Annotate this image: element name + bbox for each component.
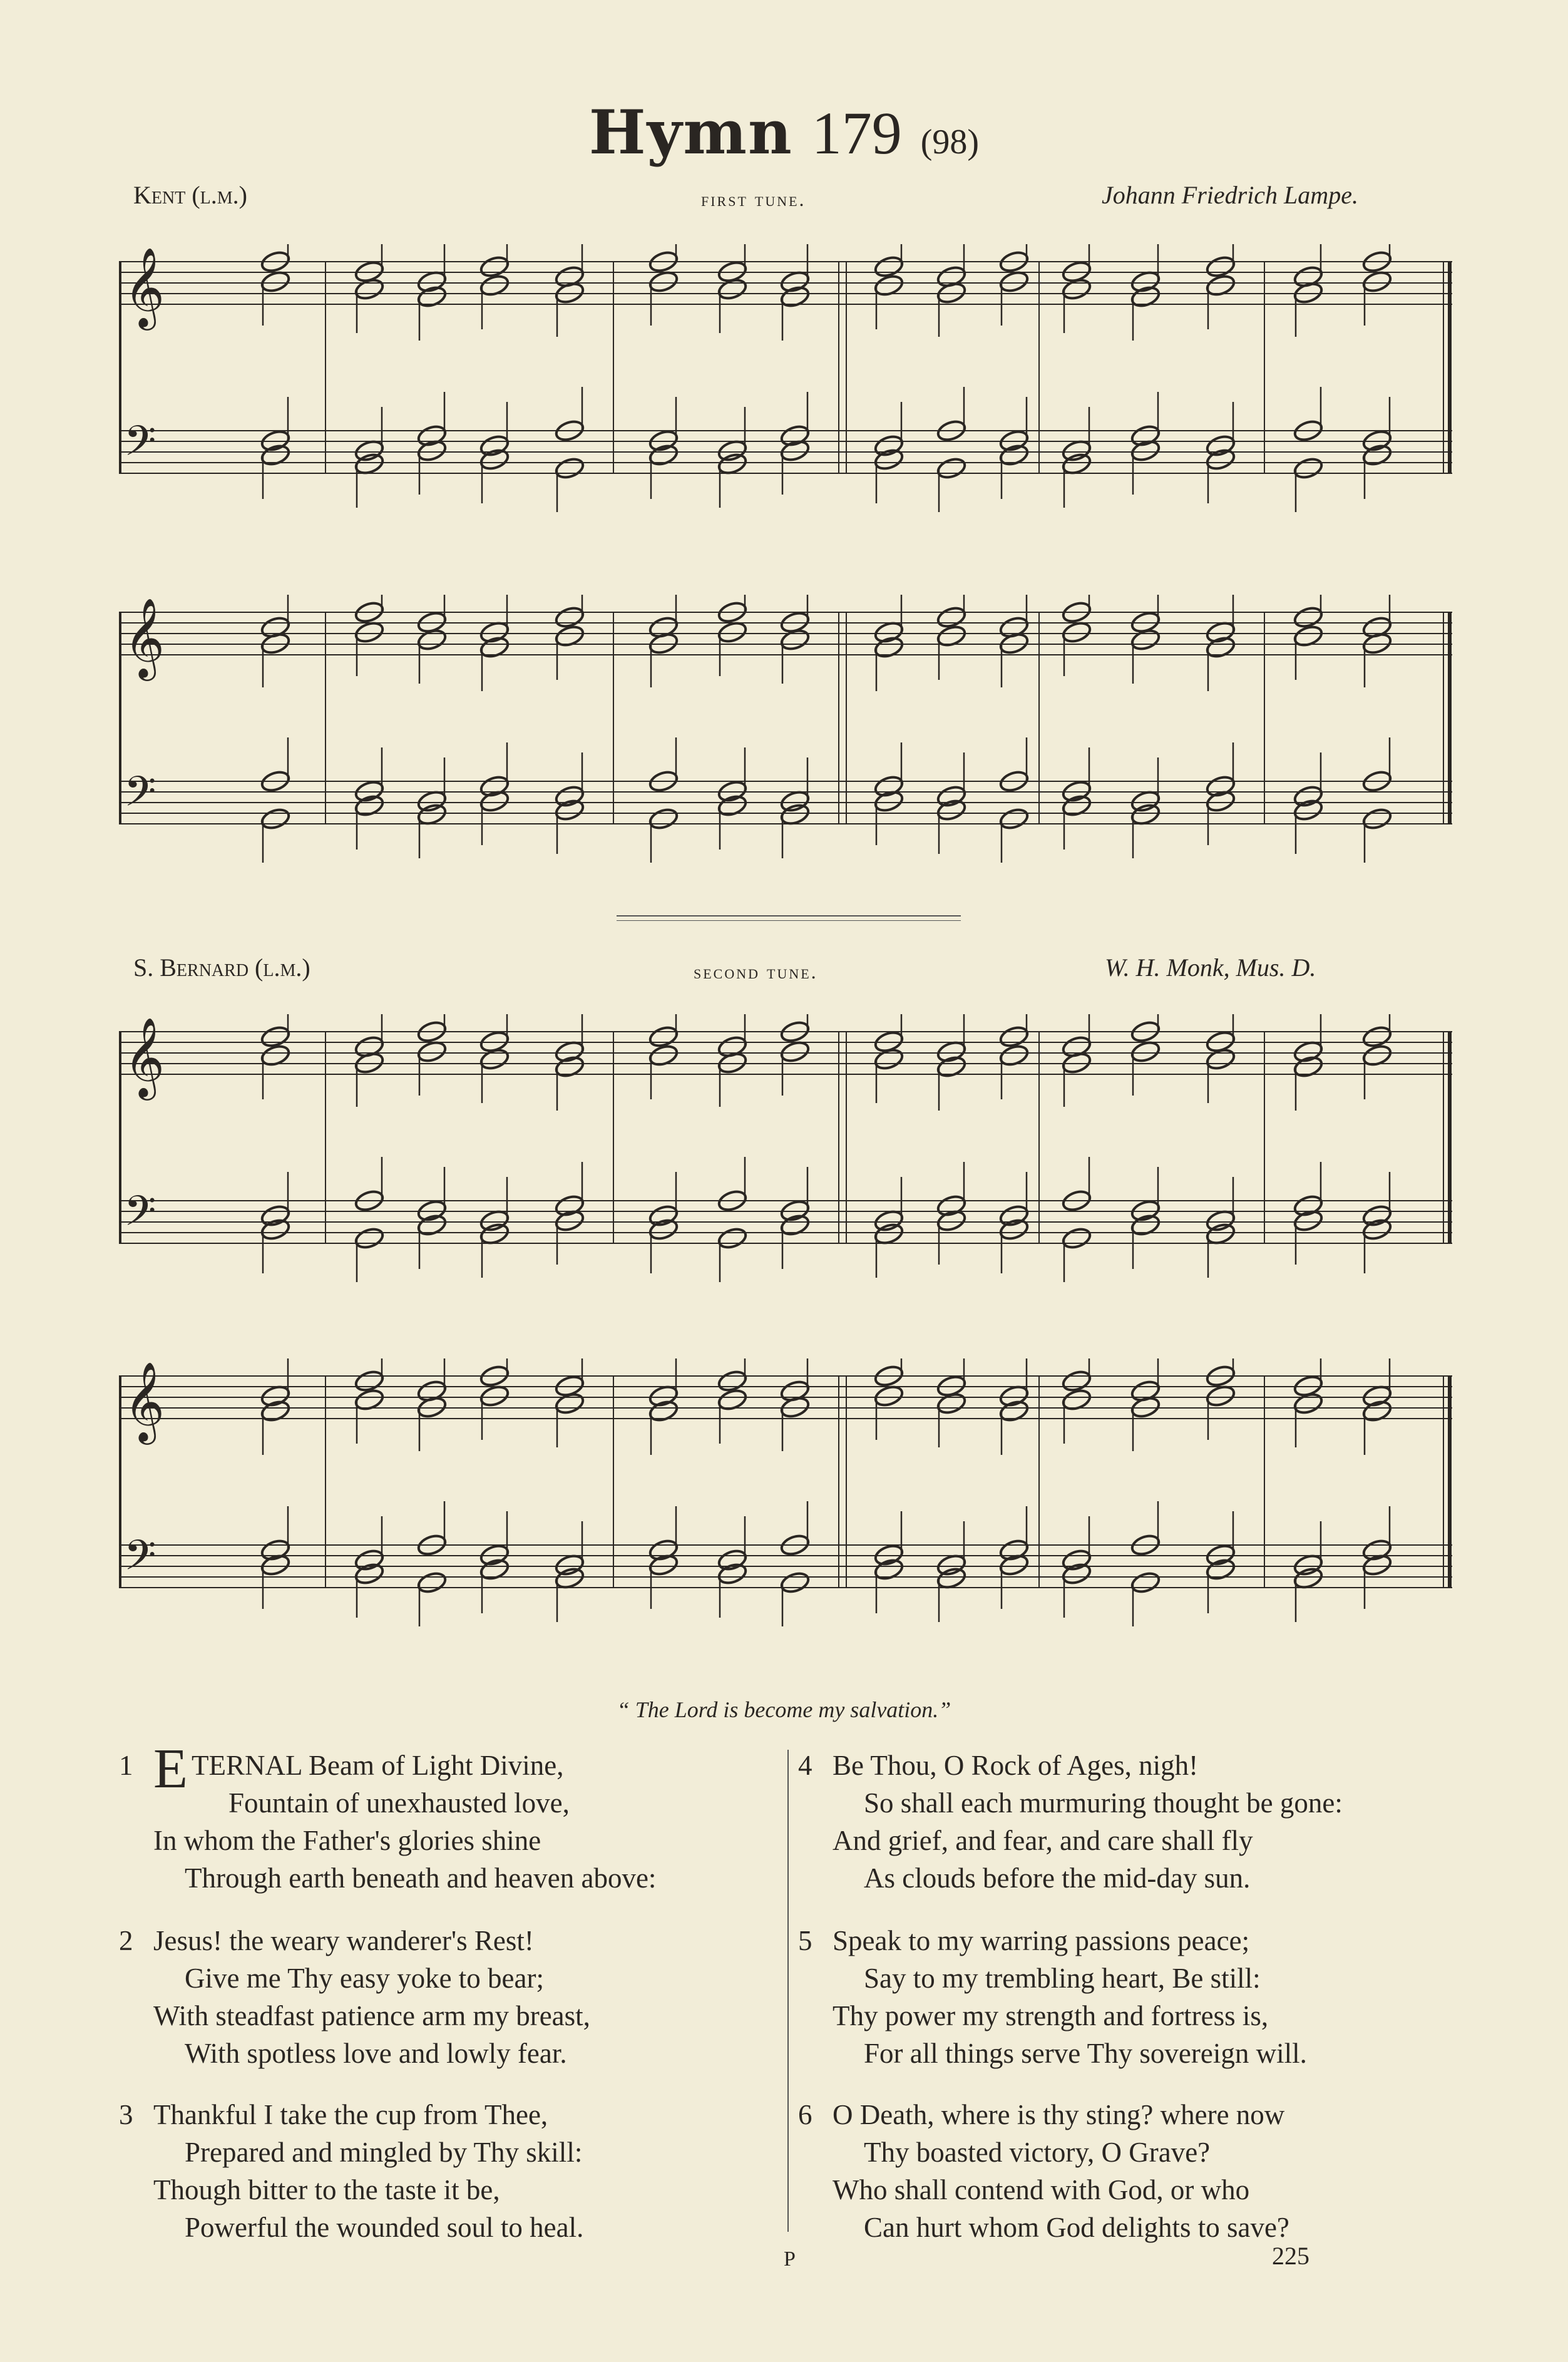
verse-line: Fountain of unexhausted love, xyxy=(228,1787,570,1819)
treble-clef-icon: 𝄞 xyxy=(124,597,165,677)
note-head xyxy=(1205,1384,1236,1408)
note-head xyxy=(873,254,904,279)
note-head xyxy=(1061,1548,1092,1572)
note-head xyxy=(1061,438,1092,463)
note-head xyxy=(648,806,679,831)
note-head xyxy=(1061,1226,1092,1250)
tune-2-label: second tune. xyxy=(694,960,818,983)
motto-text: “ The Lord is become my salvation.” xyxy=(617,1697,951,1722)
note-head xyxy=(648,269,679,294)
verse-line: Though bitter to the taste it be, xyxy=(153,2174,500,2205)
tune-2-name: S. Bernard (l.m.) xyxy=(133,953,310,982)
note-head xyxy=(873,1047,904,1071)
verse-line: Prepared and mingled by Thy skill: xyxy=(185,2137,583,2168)
verse-line: As clouds before the mid-day sun. xyxy=(864,1862,1251,1894)
verse-number: 5 xyxy=(798,1925,812,1956)
verse-line: In whom the Father's glories shine xyxy=(153,1825,541,1856)
verse-number: 6 xyxy=(798,2099,812,2130)
verse-line: And grief, and fear, and care shall fly xyxy=(833,1825,1253,1856)
note-head xyxy=(1205,1221,1236,1246)
note-head xyxy=(1293,456,1324,480)
note-head xyxy=(416,1570,448,1594)
music-staves xyxy=(119,595,1452,895)
note-head xyxy=(717,1368,748,1393)
note-head xyxy=(479,254,510,279)
note-head xyxy=(779,1570,811,1594)
note-head xyxy=(354,1561,385,1586)
note-head xyxy=(416,1039,448,1064)
note-head xyxy=(717,620,748,644)
note-head xyxy=(936,784,967,808)
verse-4 xyxy=(798,1747,1343,1897)
note-head xyxy=(354,620,385,644)
note-head xyxy=(1293,798,1324,822)
tune-2-system-2 xyxy=(119,1358,1452,1659)
note-head xyxy=(1293,1566,1324,1590)
verse-line: Thy power my strength and fortress is, xyxy=(833,2000,1269,2031)
note-head xyxy=(554,605,585,629)
verse-line: Speak to my warring passions peace; xyxy=(833,1925,1250,1956)
note-head xyxy=(1293,1391,1324,1415)
note-head xyxy=(1293,1553,1324,1577)
note-head xyxy=(717,438,748,463)
verse-number: 4 xyxy=(798,1750,812,1781)
note-head xyxy=(416,802,448,826)
note-head xyxy=(1361,806,1393,831)
note-head xyxy=(998,1203,1030,1228)
tune-1-label: first tune. xyxy=(701,188,806,210)
tune-2-system-1 xyxy=(119,1014,1452,1315)
hymn-number: 179 xyxy=(811,100,902,167)
verse-number: 1 xyxy=(119,1750,133,1781)
verse-line: Be Thou, O Rock of Ages, nigh! xyxy=(833,1750,1199,1781)
verse-line: Who shall contend with God, or who xyxy=(833,2174,1250,2205)
note-head xyxy=(554,1553,585,1577)
verse-line: Can hurt whom God delights to save? xyxy=(864,2212,1289,2243)
treble-clef-icon: 𝄞 xyxy=(124,247,165,327)
tune-1-name: Kent (l.m.) xyxy=(133,181,247,209)
verse-line: Powerful the wounded soul to heal. xyxy=(185,2212,584,2243)
tune-divider xyxy=(617,920,961,921)
music-staves xyxy=(119,1014,1452,1315)
verse-line: Say to my trembling heart, Be still: xyxy=(864,1963,1261,1994)
tune-1-system-2 xyxy=(119,595,1452,895)
verse-line: For all things serve Thy sovereign will. xyxy=(864,2038,1307,2069)
note-head xyxy=(1361,1024,1393,1049)
note-head xyxy=(479,1208,510,1233)
note-head xyxy=(479,447,510,471)
hymn-title-word: Hymn xyxy=(588,97,793,168)
note-head xyxy=(873,1384,904,1408)
note-head xyxy=(354,1226,385,1250)
bass-clef-icon: 𝄢 xyxy=(124,1187,156,1245)
drop-cap: E xyxy=(153,1738,188,1800)
tune-divider xyxy=(617,915,961,917)
verse-line: TERNAL Beam of Light Divine, xyxy=(191,1750,564,1781)
note-head xyxy=(1061,451,1092,476)
verse-line: Jesus! the weary wanderer's Rest! xyxy=(153,1925,534,1956)
column-divider xyxy=(787,1750,789,2232)
note-head xyxy=(354,277,385,301)
verse-line: With spotless love and lowly fear. xyxy=(185,2038,567,2069)
note-head xyxy=(479,1047,510,1071)
note-head xyxy=(936,798,967,822)
verse-6 xyxy=(798,2096,1289,2246)
note-head xyxy=(354,1368,385,1393)
note-head xyxy=(1061,620,1092,644)
note-head xyxy=(1293,784,1324,808)
note-head xyxy=(1130,627,1161,652)
note-head xyxy=(260,806,291,831)
treble-clef-icon: 𝄞 xyxy=(124,1361,165,1441)
verse-2 xyxy=(119,1922,590,2072)
note-head xyxy=(717,1561,748,1586)
note-head xyxy=(873,433,904,458)
note-head xyxy=(648,1203,679,1228)
verse-line: Thy boasted victory, O Grave? xyxy=(864,2137,1211,2168)
note-head xyxy=(354,438,385,463)
note-head xyxy=(260,1203,291,1228)
signature-mark: P xyxy=(784,2247,796,2271)
note-head xyxy=(936,1566,967,1590)
verse-5 xyxy=(798,1922,1307,2072)
page-number: 225 xyxy=(1272,2242,1309,2270)
note-head xyxy=(1061,277,1092,301)
note-head xyxy=(416,627,448,652)
note-head xyxy=(998,269,1030,294)
note-head xyxy=(1205,254,1236,279)
note-head xyxy=(260,1024,291,1049)
music-staves xyxy=(119,1358,1452,1659)
note-head xyxy=(554,784,585,808)
tune-2-composer: W. H. Monk, Mus. D. xyxy=(1105,953,1316,982)
note-head xyxy=(1293,605,1324,629)
note-head xyxy=(779,789,811,813)
note-head xyxy=(1205,1208,1236,1233)
tune-1-system-1 xyxy=(119,244,1452,545)
note-head xyxy=(936,1391,967,1415)
note-head xyxy=(479,433,510,458)
verse-line: Thankful I take the cup from Thee, xyxy=(153,2099,548,2130)
note-head xyxy=(1061,1561,1092,1586)
note-head xyxy=(554,1391,585,1415)
note-head xyxy=(779,802,811,826)
verse-3 xyxy=(119,2096,584,2246)
verse-line: So shall each murmuring thought be gone: xyxy=(864,1787,1343,1819)
note-head xyxy=(1061,1368,1092,1393)
verse-line: O Death, where is thy sting? where now xyxy=(833,2099,1285,2130)
note-head xyxy=(717,277,748,301)
note-head xyxy=(1130,1570,1161,1594)
verse-number: 3 xyxy=(119,2099,133,2130)
verse-line: With steadfast patience arm my breast, xyxy=(153,2000,590,2031)
note-head xyxy=(648,1217,679,1241)
note-head xyxy=(1361,1217,1393,1241)
note-head xyxy=(554,1566,585,1590)
note-head xyxy=(554,798,585,822)
note-head xyxy=(1130,1039,1161,1064)
verse-line: Give me Thy easy yoke to bear; xyxy=(185,1963,544,1994)
music-staves xyxy=(119,244,1452,545)
verse-number: 2 xyxy=(119,1925,133,1956)
verse-line: Through earth beneath and heaven above: xyxy=(185,1862,657,1894)
hymn-title xyxy=(0,97,1568,168)
treble-clef-icon: 𝄞 xyxy=(124,1017,165,1097)
note-head xyxy=(998,1217,1030,1241)
note-head xyxy=(779,627,811,652)
note-head xyxy=(873,447,904,471)
note-head xyxy=(1205,1047,1236,1071)
note-head xyxy=(354,451,385,476)
bass-clef-icon: 𝄢 xyxy=(124,768,156,826)
note-head xyxy=(873,1208,904,1233)
bass-clef-icon: 𝄢 xyxy=(124,1531,156,1589)
note-head xyxy=(260,1217,291,1241)
bass-clef-icon: 𝄢 xyxy=(124,417,156,475)
hymn-alt-number: (98) xyxy=(920,123,980,162)
note-head xyxy=(554,456,585,480)
note-head xyxy=(260,269,291,294)
note-head xyxy=(479,1384,510,1408)
note-head xyxy=(1130,802,1161,826)
note-head xyxy=(479,1221,510,1246)
note-head xyxy=(648,1024,679,1049)
note-head xyxy=(1361,1203,1393,1228)
note-head xyxy=(998,806,1030,831)
note-head xyxy=(998,1024,1030,1049)
note-head xyxy=(779,1039,811,1064)
tune-1-composer: Johann Friedrich Lampe. xyxy=(1102,181,1358,209)
note-head xyxy=(1205,447,1236,471)
note-head xyxy=(717,451,748,476)
note-head xyxy=(1130,789,1161,813)
note-head xyxy=(936,1553,967,1577)
note-head xyxy=(416,789,448,813)
note-head xyxy=(717,1548,748,1572)
verse-1 xyxy=(119,1738,657,1897)
note-head xyxy=(936,456,967,480)
note-head xyxy=(1205,433,1236,458)
note-head xyxy=(1361,269,1393,294)
note-head xyxy=(873,1221,904,1246)
note-head xyxy=(936,605,967,629)
note-head xyxy=(354,1548,385,1572)
note-head xyxy=(717,1226,748,1250)
